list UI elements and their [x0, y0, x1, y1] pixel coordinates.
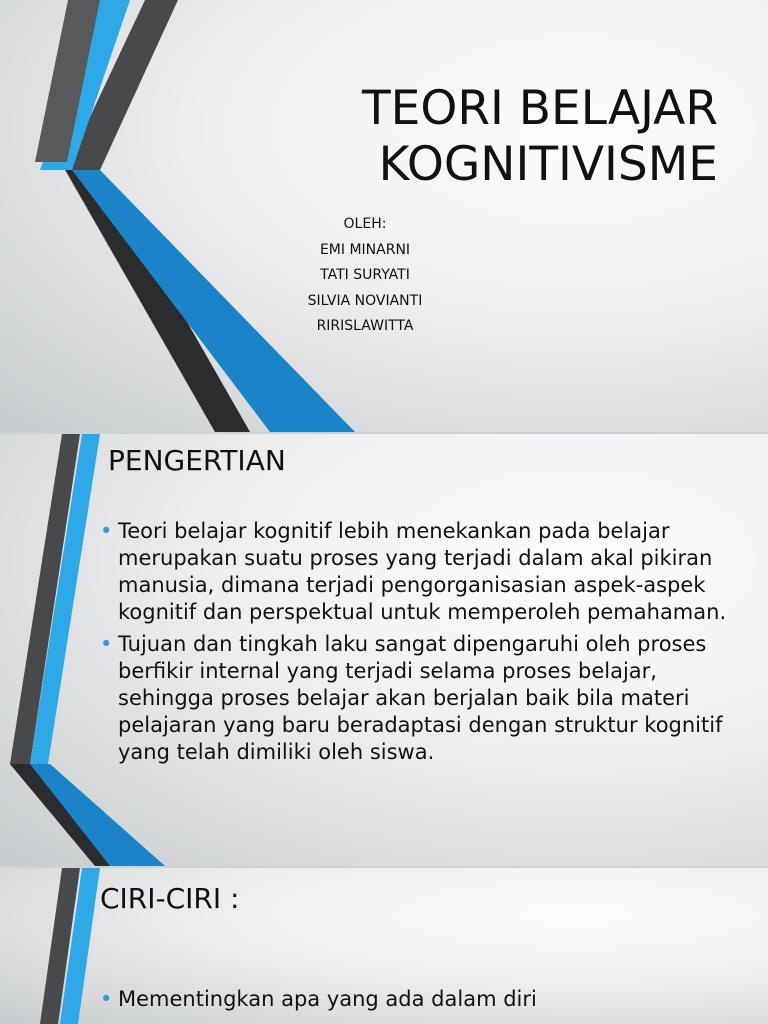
- list-item: [100, 518, 740, 626]
- bullet-list: [100, 518, 740, 771]
- bullet-icon: •: [100, 519, 113, 543]
- slide-title: [0, 0, 768, 432]
- bullet-icon: •: [100, 632, 113, 656]
- slide-heading: PENGERTIAN: [108, 444, 286, 477]
- slide-ciri-ciri: [0, 868, 768, 1024]
- title-line-1: TEORI BELAJAR: [361, 81, 718, 137]
- author-name: TATI SURYATI: [320, 267, 410, 283]
- bullet-list: [100, 986, 740, 1018]
- author-name: SILVIA NOVIANTI: [307, 292, 423, 309]
- bullet-text: Teori belajar kognitif lebih menekankan pada belajar merupakan suatu proses yang terjadi dalam akal pikiran manusia, dimana terjadi pengorganisasian aspek-aspek kognitif dan perspektual untuk memperoleh pemahaman.: [118, 519, 727, 624]
- author-name: RIRISLAWITTA: [316, 318, 414, 334]
- authors-block: [290, 212, 440, 340]
- slide-heading: CIRI-CIRI :: [100, 882, 240, 915]
- presentation-title: [258, 81, 718, 193]
- bullet-text: Mementingkan apa yang ada dalam diri: [118, 987, 537, 1011]
- title-line-2: KOGNITIVISME: [378, 137, 718, 193]
- bullet-icon: •: [100, 987, 113, 1011]
- list-item: [100, 631, 740, 766]
- authors-heading: OLEH:: [343, 216, 387, 232]
- slide-pengertian: [0, 434, 768, 866]
- author-name: EMI MINARNI: [319, 241, 411, 258]
- list-item: [100, 986, 740, 1013]
- bullet-text: Tujuan dan tingkah laku sangat dipengaruhi oleh proses berfikir internal yang terjadi selama proses belajar, sehingga proses belajar akan berjalan baik bila materi pelajaran yang baru beradaptasi dengan struktur kognitif yang telah dimiliki oleh siswa.: [118, 632, 723, 764]
